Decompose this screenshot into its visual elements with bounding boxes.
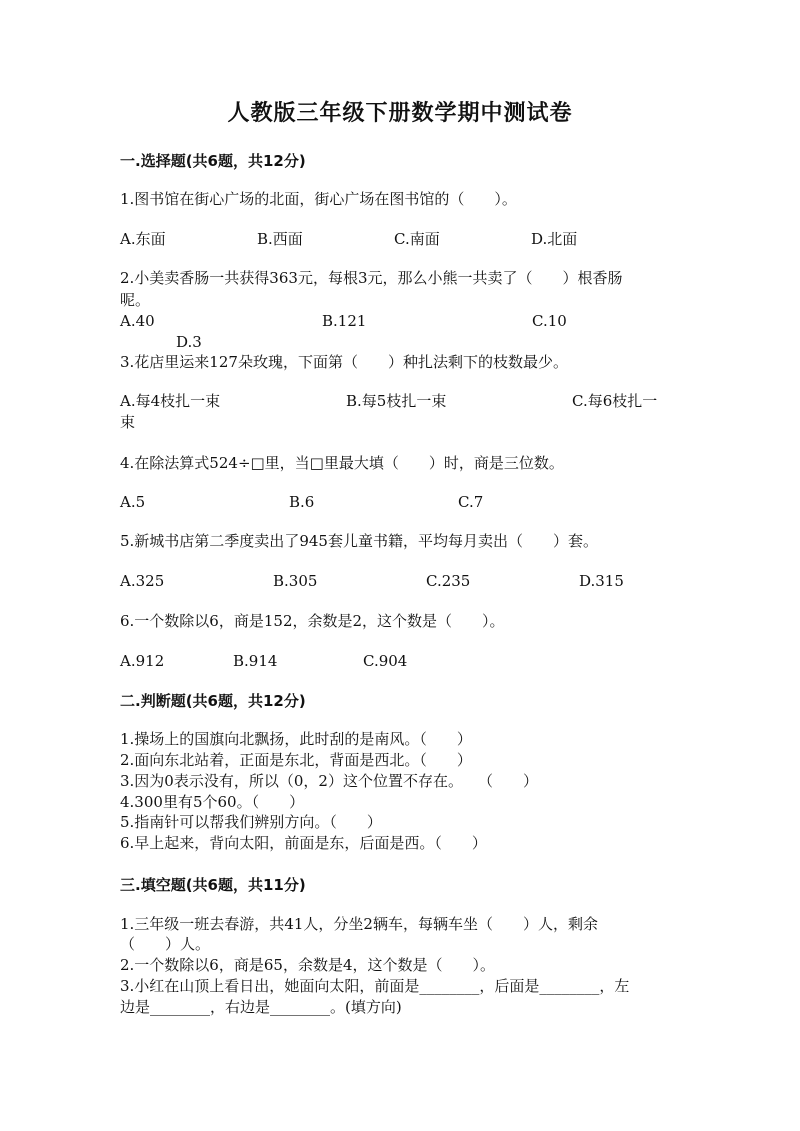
judge-item-2: 2.面向东北站着，正面是东北，背面是西北。（ ） [120, 751, 472, 769]
q3-option-b: B.每5枝扎一束 [346, 392, 447, 410]
fill-item-1-cont: （ ）人。 [120, 935, 211, 953]
page-title: 人教版三年级下册数学期中测试卷 [227, 100, 573, 126]
judge-item-3: 3.因为0表示没有，所以（0，2）这个位置不存在。 （ ） [120, 772, 538, 790]
question-2-cont: 呢。 [120, 291, 151, 309]
q4-option-a: A.5 [120, 493, 146, 511]
q2-option-a: A.40 [120, 312, 155, 330]
q4-option-b: B.6 [289, 493, 315, 511]
q6-option-a: A.912 [120, 652, 165, 670]
q5-option-b: B.305 [273, 572, 318, 590]
q1-option-b: B.西面 [257, 230, 303, 248]
question-3: 3.花店里运来127朵玫瑰，下面第（ ）种扎法剩下的枝数最少。 [120, 353, 568, 371]
q3-option-a: A.每4枝扎一束 [120, 392, 221, 410]
q5-option-d: D.315 [579, 572, 624, 590]
q4-option-c: C.7 [458, 493, 484, 511]
q6-option-b: B.914 [233, 652, 278, 670]
q6-option-c: C.904 [363, 652, 408, 670]
judge-item-4: 4.300里有5个60。（ ） [120, 793, 305, 811]
question-5: 5.新城书店第二季度卖出了945套儿童书籍，平均每月卖出（ ）套。 [120, 532, 598, 550]
q3-option-c: C.每6枝扎一 [572, 392, 658, 410]
q5-option-a: A.325 [120, 572, 165, 590]
fill-item-3-cont: 边是________，右边是________。(填方向) [120, 998, 402, 1016]
judge-item-1: 1.操场上的国旗向北飘扬，此时刮的是南风。（ ） [120, 730, 472, 748]
q1-option-c: C.南面 [394, 230, 440, 248]
fill-item-1: 1.三年级一班去春游，共41人，分坐2辆车，每辆车坐（ ）人，剩余 [120, 915, 598, 933]
q1-option-a: A.东面 [120, 230, 166, 248]
section-heading-choice: 一.选择题(共6题，共12分) [120, 152, 306, 170]
fill-item-2: 2.一个数除以6，商是65，余数是4，这个数是（ ）。 [120, 956, 495, 974]
question-4: 4.在除法算式524÷□里，当□里最大填（ ）时，商是三位数。 [120, 454, 564, 472]
q3-option-c-cont: 束 [120, 413, 136, 431]
judge-item-6: 6.早上起来，背向太阳，前面是东，后面是西。（ ） [120, 834, 487, 852]
q2-option-b: B.121 [322, 312, 367, 330]
q1-option-d: D.北面 [531, 230, 578, 248]
q2-option-d: D.3 [176, 333, 202, 351]
section-heading-fill: 三.填空题(共6题，共11分) [120, 876, 306, 894]
q2-option-c: C.10 [532, 312, 567, 330]
question-2: 2.小美卖香肠一共获得363元，每根3元，那么小熊一共卖了（ ）根香肠 [120, 269, 623, 287]
fill-item-3: 3.小红在山顶上看日出，她面向太阳，前面是________，后面是________，左 [120, 977, 630, 995]
question-1: 1.图书馆在街心广场的北面，街心广场在图书馆的（ ）。 [120, 190, 517, 208]
question-6: 6.一个数除以6，商是152，余数是2，这个数是（ ）。 [120, 612, 505, 630]
section-heading-judge: 二.判断题(共6题，共12分) [120, 692, 306, 710]
judge-item-5: 5.指南针可以帮我们辨别方向。（ ） [120, 813, 382, 831]
q5-option-c: C.235 [426, 572, 471, 590]
